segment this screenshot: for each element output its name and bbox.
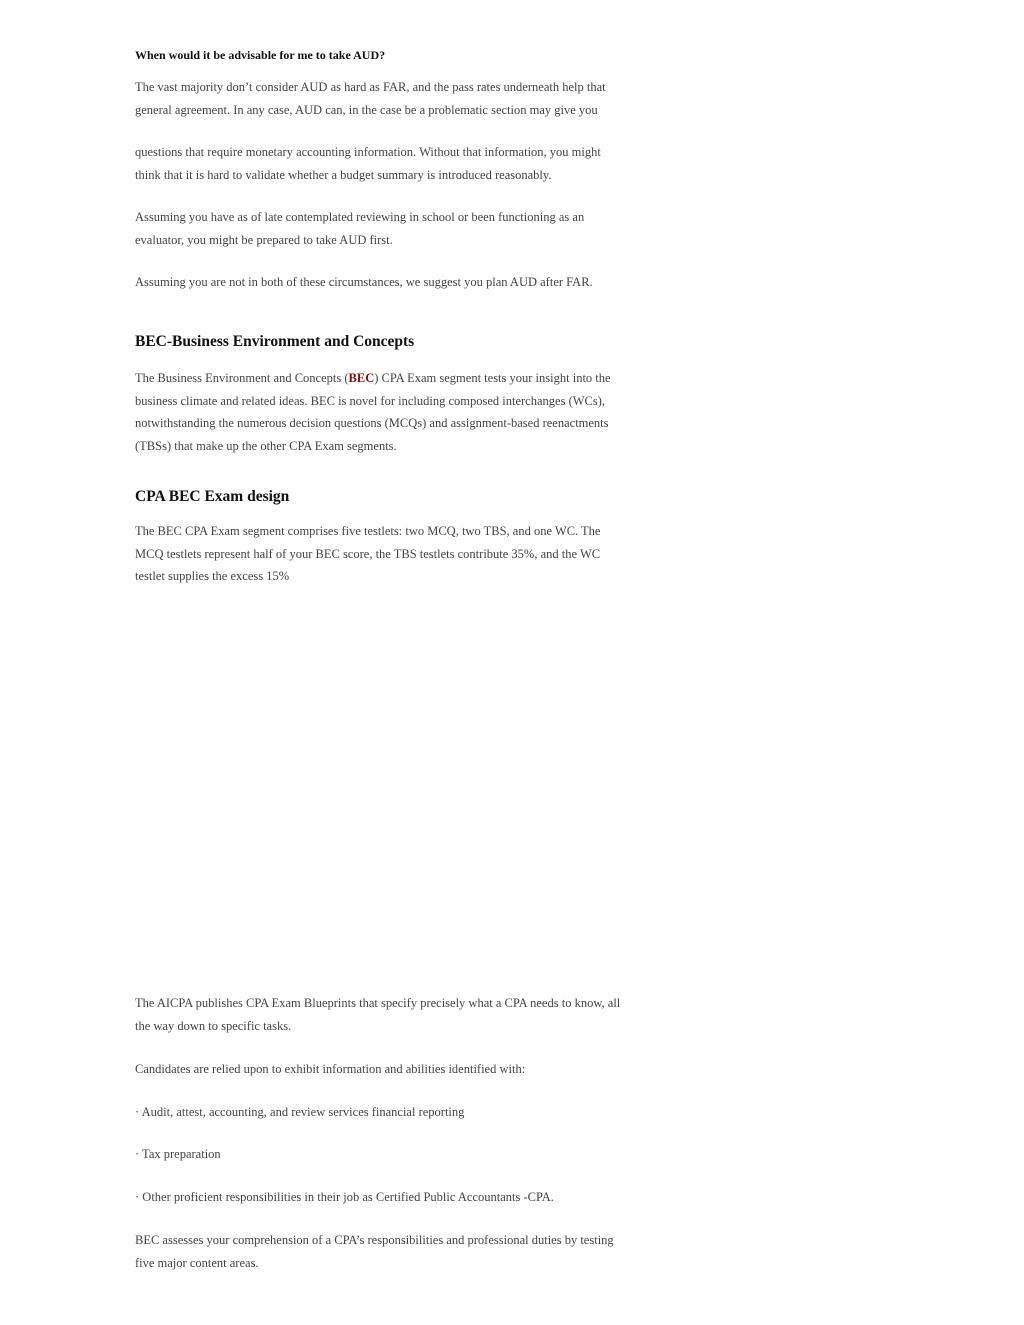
aud-paragraph-4 <box>135 271 665 294</box>
text-line: Assuming you have as of late contemplated reviewing in school or been functioning as an <box>135 210 585 224</box>
blueprint-paragraph <box>135 992 665 1037</box>
text-line: BEC assesses your comprehension of a CPA’s responsibilities and professional duties by testing <box>135 1233 614 1247</box>
text-line: questions that require monetary accounting information. Without that information, you might <box>135 145 601 159</box>
text-line: The AICPA publishes CPA Exam Blueprints that specify precisely what a CPA needs to know, all <box>135 996 621 1010</box>
aud-paragraph-2 <box>135 141 665 186</box>
text-line: The BEC CPA Exam segment comprises five testlets: two MCQ, two TBS, and one WC. The <box>135 524 601 538</box>
text-line: · Other proficient responsibilities in their job as Certified Public Accountants -CPA. <box>135 1190 554 1204</box>
text-line: (TBSs) that make up the other CPA Exam segments. <box>135 438 397 453</box>
bec-heading: BEC-Business Environment and Concepts <box>135 333 415 350</box>
text-line: MCQ testlets represent half of your BEC score, the TBS testlets contribute 35%, and the WC <box>135 546 601 561</box>
text-fragment: ) CPA Exam segment tests your insight into the <box>374 371 611 385</box>
text-line: evaluator, you might be prepared to take AUD first. <box>135 232 393 247</box>
text-line: testlet supplies the excess 15% <box>135 569 290 583</box>
text-line: the way down to specific tasks. <box>135 1018 292 1033</box>
text-line: think that it is hard to validate whether a budget summary is introduced reasonably. <box>135 167 552 182</box>
text-line: Candidates are relied upon to exhibit information and abilities identified with: <box>135 1062 526 1076</box>
text-line: five major content areas. <box>135 1255 259 1270</box>
exam-design-paragraph <box>135 520 665 588</box>
list-item-other <box>135 1186 665 1209</box>
bec-link[interactable]: BEC <box>348 371 375 385</box>
bec-assessment-paragraph <box>135 1229 665 1274</box>
text-line: Assuming you are not in both of these circumstances, we suggest you plan AUD after FAR. <box>135 275 593 289</box>
aud-paragraph-1 <box>135 76 665 121</box>
text-line: · Tax preparation <box>135 1147 221 1161</box>
list-item-tax <box>135 1143 665 1166</box>
text-line <box>135 367 665 390</box>
text-line: · Audit, attest, accounting, and review services financial reporting <box>135 1105 465 1119</box>
aud-paragraph-3 <box>135 206 665 251</box>
text-line: The vast majority don’t consider AUD as hard as FAR, and the pass rates underneath help that <box>135 80 606 94</box>
bec-intro-paragraph <box>135 367 665 457</box>
text-line: business climate and related ideas. BEC is novel for including composed interchanges (WCs), <box>135 393 606 408</box>
text-line: general agreement. In any case, AUD can, in the case be a problematic section may give you <box>135 102 598 117</box>
text-line: notwithstanding the numerous decision questions (MCQs) and assignment-based reenactments <box>135 416 609 430</box>
aud-heading: When would it be advisable for me to take AUD? <box>135 48 386 62</box>
candidates-paragraph <box>135 1058 665 1081</box>
text-fragment: The Business Environment and Concepts ( <box>135 371 349 385</box>
exam-design-heading: CPA BEC Exam design <box>135 488 290 505</box>
list-item-audit <box>135 1101 665 1124</box>
